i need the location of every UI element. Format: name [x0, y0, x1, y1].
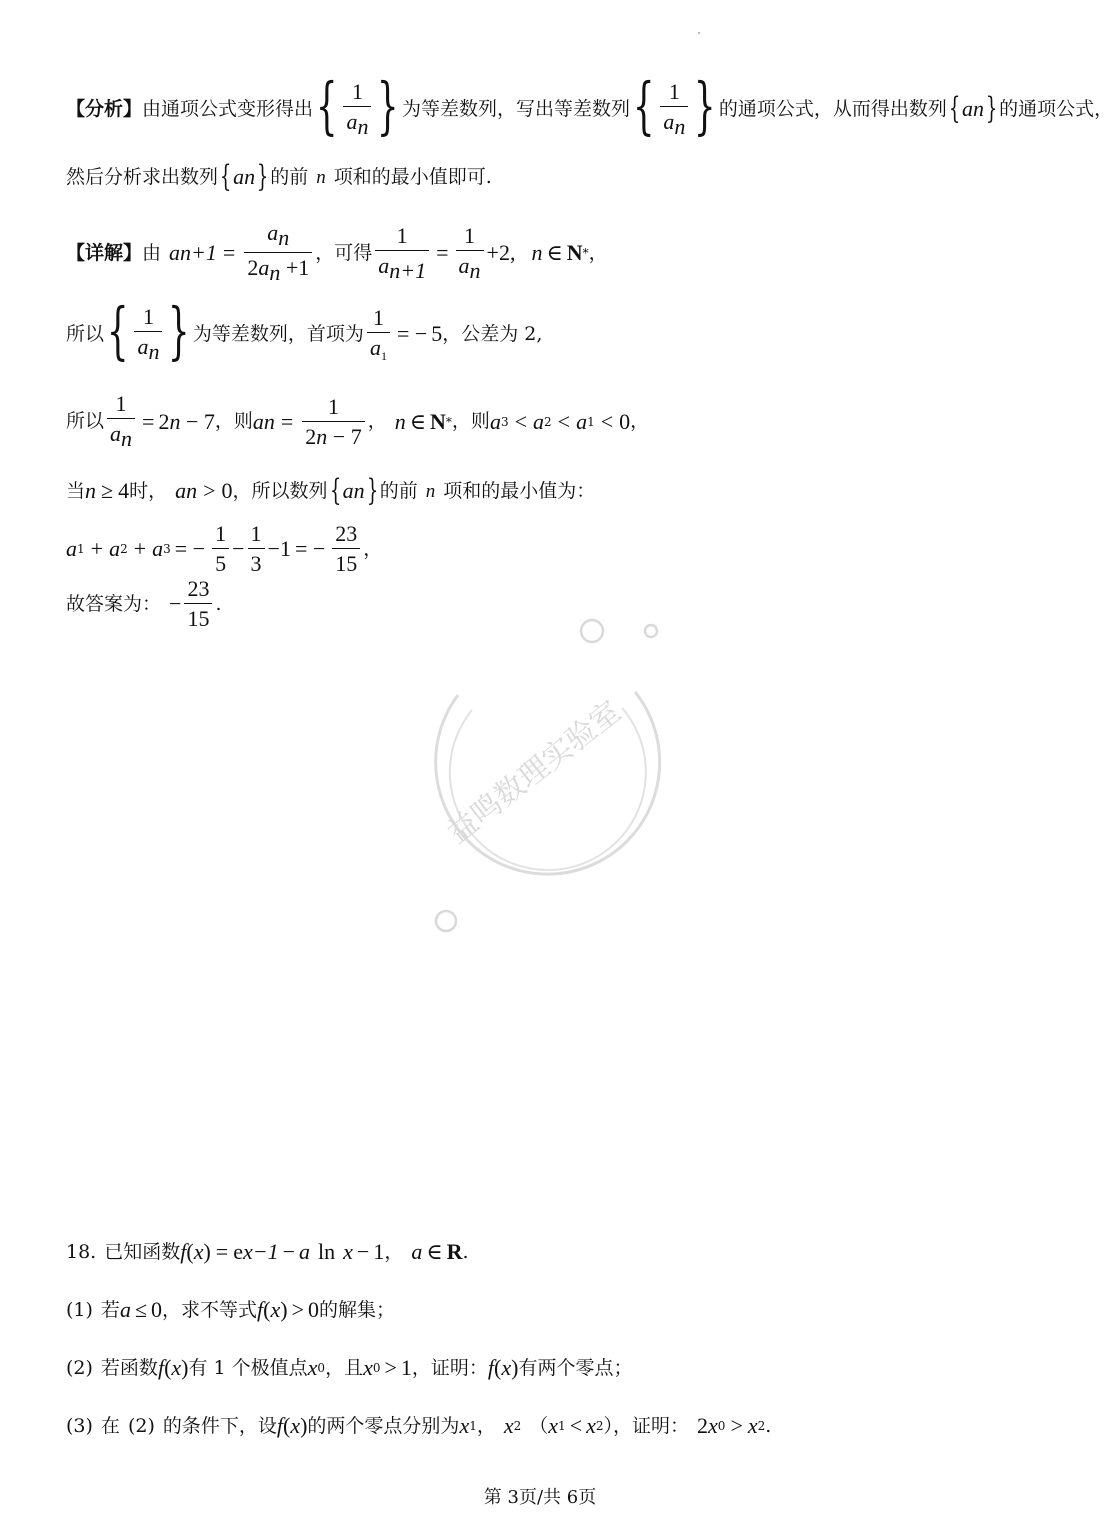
watermark-text: 益鸣数理实验室	[440, 694, 628, 851]
problem18-part2: (2) 若函数 f ( x ) 有 1 个极值点 x 0 ，且 x 0 > 1 ，证明： f ( x ) 有两个零点；	[66, 1355, 633, 1380]
left-brace: {	[315, 69, 338, 142]
page-number: 第 3页/共 6页	[483, 1487, 597, 1508]
detail-line-5: a 1 + a 2 + a 3 = − $\frac{1}{5}$ − $\frac{1}{3}$ − 1 = − $\frac{23}{15}$ ，	[66, 521, 383, 576]
fraction-reciprocal-an: $\frac{1}{a_n}$	[107, 393, 135, 450]
analysis-line-2: 然后分析求出数列 { a n } 的前 n 项和的最小值即可.	[66, 159, 492, 194]
right-brace: }	[377, 69, 400, 142]
detail-line-4: 当 n ≥ 4 时， a n > 0 ，所以数列 { a n } 的前 n 项和的最小值为：	[66, 473, 596, 508]
fraction-reciprocal-a1: $\frac{1}{a_1}$	[367, 307, 390, 362]
right-brace: }	[694, 69, 716, 142]
fraction-result: $\frac{23}{15}$	[332, 523, 360, 575]
fraction-one-fifth: $\frac{1}{5}$	[212, 523, 229, 575]
fraction-recurrence: $\frac{a_n}{2a_n +1}$	[244, 222, 312, 284]
detail-line-3: 所以 $\frac{1}{a_n}$ = 2 n − 7 ，则 a n = $\frac{1}{2n - 7}$ ， n ∈ N * ，则 a 3 < a 2 < a 1 < 0 ，	[66, 391, 650, 451]
analysis-text: 的通项公式，从而得出数列	[718, 97, 947, 120]
problem18-part3: (3) 在 (2) 的条件下，设 f ( x ) 的两个零点分别为 x 1 ， x 2 （ x 1 < x 2 ），证明： 2 x 0 > x 2 .	[66, 1413, 772, 1438]
detail-tag: 【详解】	[66, 241, 143, 264]
problem18-part1: (1) 若 a ≤ 0 ，求不等式 f ( x ) > 0 的解集；	[66, 1297, 396, 1322]
analysis-text: 由通项公式变形得出	[142, 97, 314, 120]
answer-line: 故答案为： − $\frac{23}{15}$ .	[66, 576, 222, 631]
fraction-reciprocal-an: $\frac{1}{a_n}$	[456, 225, 484, 282]
fraction-general-term: $\frac{1}{2n - 7}$	[302, 396, 364, 448]
analysis-line-1: 【分析】 由通项公式变形得出 { $\frac{1}{a_n}$ } 为等差数列，写出等差数列 { $\frac{1}{a_n}$ } 的通项公式，从而得出数列 { a n } 的通项公式，	[66, 69, 1113, 142]
analysis-tag: 【分析】	[66, 97, 143, 120]
left-brace: {	[106, 294, 129, 367]
detail-line-1: 【详解】 由 a n+1 = $\frac{a_n}{2a_n +1}$ ，可得 $\frac{1}{a_{n+1}}$ = $\frac{1}{a_n}$ + 2 , n ∈ N * ，	[66, 220, 608, 285]
fraction-reciprocal-an1: $\frac{1}{a_{n+1}}$	[375, 225, 429, 282]
analysis-text: 为等差数列，写出等差数列	[401, 97, 630, 120]
fraction-reciprocal-an: $\frac{1}{a_n}$	[343, 81, 371, 138]
fraction-answer: $\frac{23}{15}$	[184, 578, 212, 630]
problem18-stem: 18. 已知函数 f ( x ) = e x−1 − a ln x − 1 ， a ∈ R .	[66, 1239, 469, 1264]
left-brace: {	[632, 69, 655, 142]
analysis-text: 的通项公式，	[999, 97, 1113, 120]
fraction-one-third: $\frac{1}{3}$	[248, 523, 265, 575]
watermark-seal	[400, 630, 700, 930]
detail-line-2: 所以 { $\frac{1}{a_n}$ } 为等差数列，首项为 $\frac{1}{a_1}$ = − 5 ，公差为 2,	[66, 294, 543, 367]
scan-dot	[698, 32, 700, 34]
right-brace: }	[168, 294, 191, 367]
fraction-reciprocal-an: $\frac{1}{a_n}$	[134, 306, 162, 363]
fraction-reciprocal-an: $\frac{1}{a_n}$	[660, 81, 688, 138]
